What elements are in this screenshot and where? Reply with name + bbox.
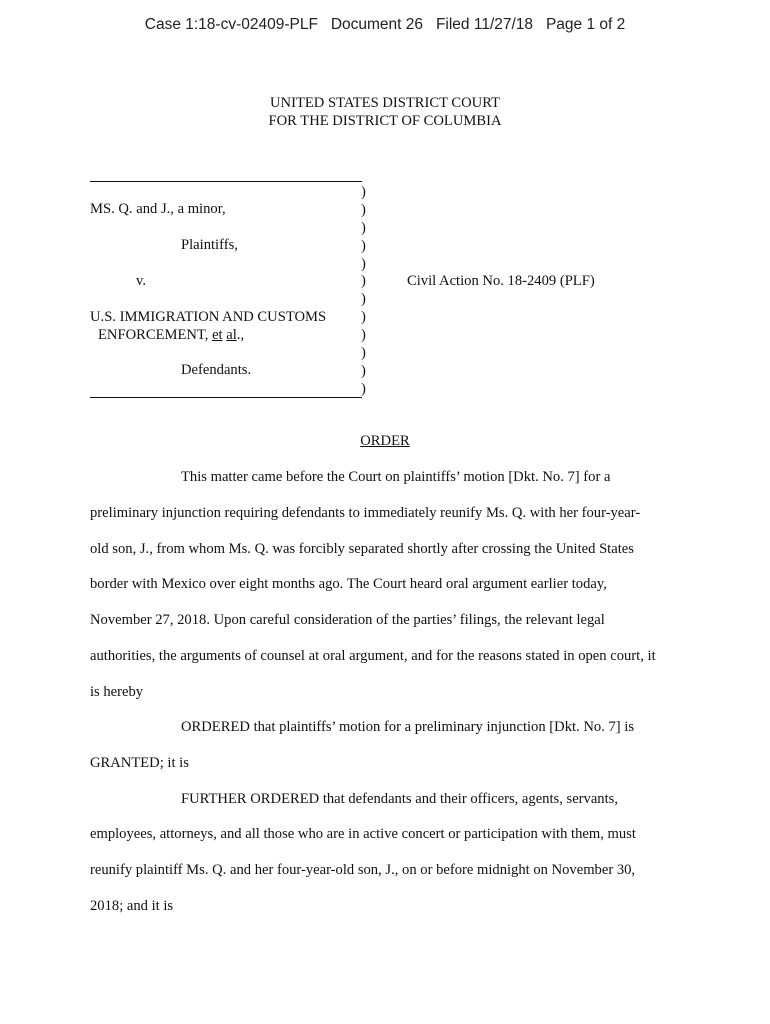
caption-paren: ) (361, 201, 366, 218)
order-body-line: FURTHER ORDERED that defendants and their officers, agents, servants, (181, 791, 618, 807)
order-body-line: 2018; and it is (90, 898, 174, 914)
order-body-line: border with Mexico over eight months ago. The Court heard oral argument earlier today, (90, 576, 607, 592)
order-body-line: employees, attorneys, and all those who are in active concert or participation with them, must (90, 826, 636, 842)
order-body-line: authorities, the arguments of counsel at oral argument, and for the reasons stated in open court, it (90, 648, 656, 664)
versus-label: v. (136, 273, 146, 289)
defendant-name-line1: U.S. IMMIGRATION AND CUSTOMS (90, 309, 327, 325)
order-body-line: ORDERED that plaintiffs’ motion for a preliminary injunction [Dkt. No. 7] is (181, 719, 635, 735)
caption-paren: ) (361, 327, 366, 344)
defendant-name-line2 (98, 328, 244, 343)
defendant-name-suffix: ., (236, 327, 245, 343)
defendant-et: et (212, 327, 223, 343)
defendant-al: al (226, 327, 237, 343)
defendant-role: Defendants. (181, 362, 252, 378)
order-body-line: November 27, 2018. Upon careful consideration of the parties’ filings, the relevant legal (90, 612, 605, 628)
caption-paren: ) (361, 219, 366, 236)
caption-paren: ) (361, 345, 366, 362)
caption-paren: ) (361, 255, 366, 272)
order-body-line: preliminary injunction requiring defendants to immediately reunify Ms. Q. with her four-year- (90, 505, 641, 521)
caption-paren: ) (361, 309, 366, 326)
order-title: ORDER (360, 433, 410, 449)
caption-paren: ) (361, 362, 366, 379)
case-header-stamp: Case 1:18-cv-02409-PLF Document 26 Filed 11/27/18 Page 1 of 2 (144, 16, 626, 33)
caption-paren: ) (361, 184, 366, 200)
order-body-line: reunify plaintiff Ms. Q. and her four-year-old son, J., on or before midnight on November 30, (90, 862, 636, 878)
order-body-line: is hereby (90, 684, 144, 700)
caption-paren: ) (361, 380, 366, 397)
order-body-line: This matter came before the Court on plaintiffs’ motion [Dkt. No. 7] for a (181, 469, 611, 485)
caption-paren: ) (361, 291, 366, 308)
caption-paren-column (361, 184, 366, 399)
plaintiff-name: MS. Q. and J., a minor, (90, 201, 226, 217)
caption-paren: ) (361, 273, 366, 290)
plaintiff-role: Plaintiffs, (181, 237, 238, 253)
order-body-line: GRANTED; it is (90, 755, 189, 771)
caption-paren: ) (361, 237, 366, 254)
court-name-line2: FOR THE DISTRICT OF COLUMBIA (268, 113, 502, 129)
defendant-name-prefix: ENFORCEMENT, (98, 327, 213, 343)
court-name-line1: UNITED STATES DISTRICT COURT (270, 95, 500, 111)
order-body-line: old son, J., from whom Ms. Q. was forcibly separated shortly after crossing the United States (90, 541, 634, 557)
caption-bottom-rule (90, 397, 362, 398)
caption-top-rule (90, 181, 362, 182)
civil-action-number: Civil Action No. 18-2409 (PLF) (407, 273, 595, 289)
